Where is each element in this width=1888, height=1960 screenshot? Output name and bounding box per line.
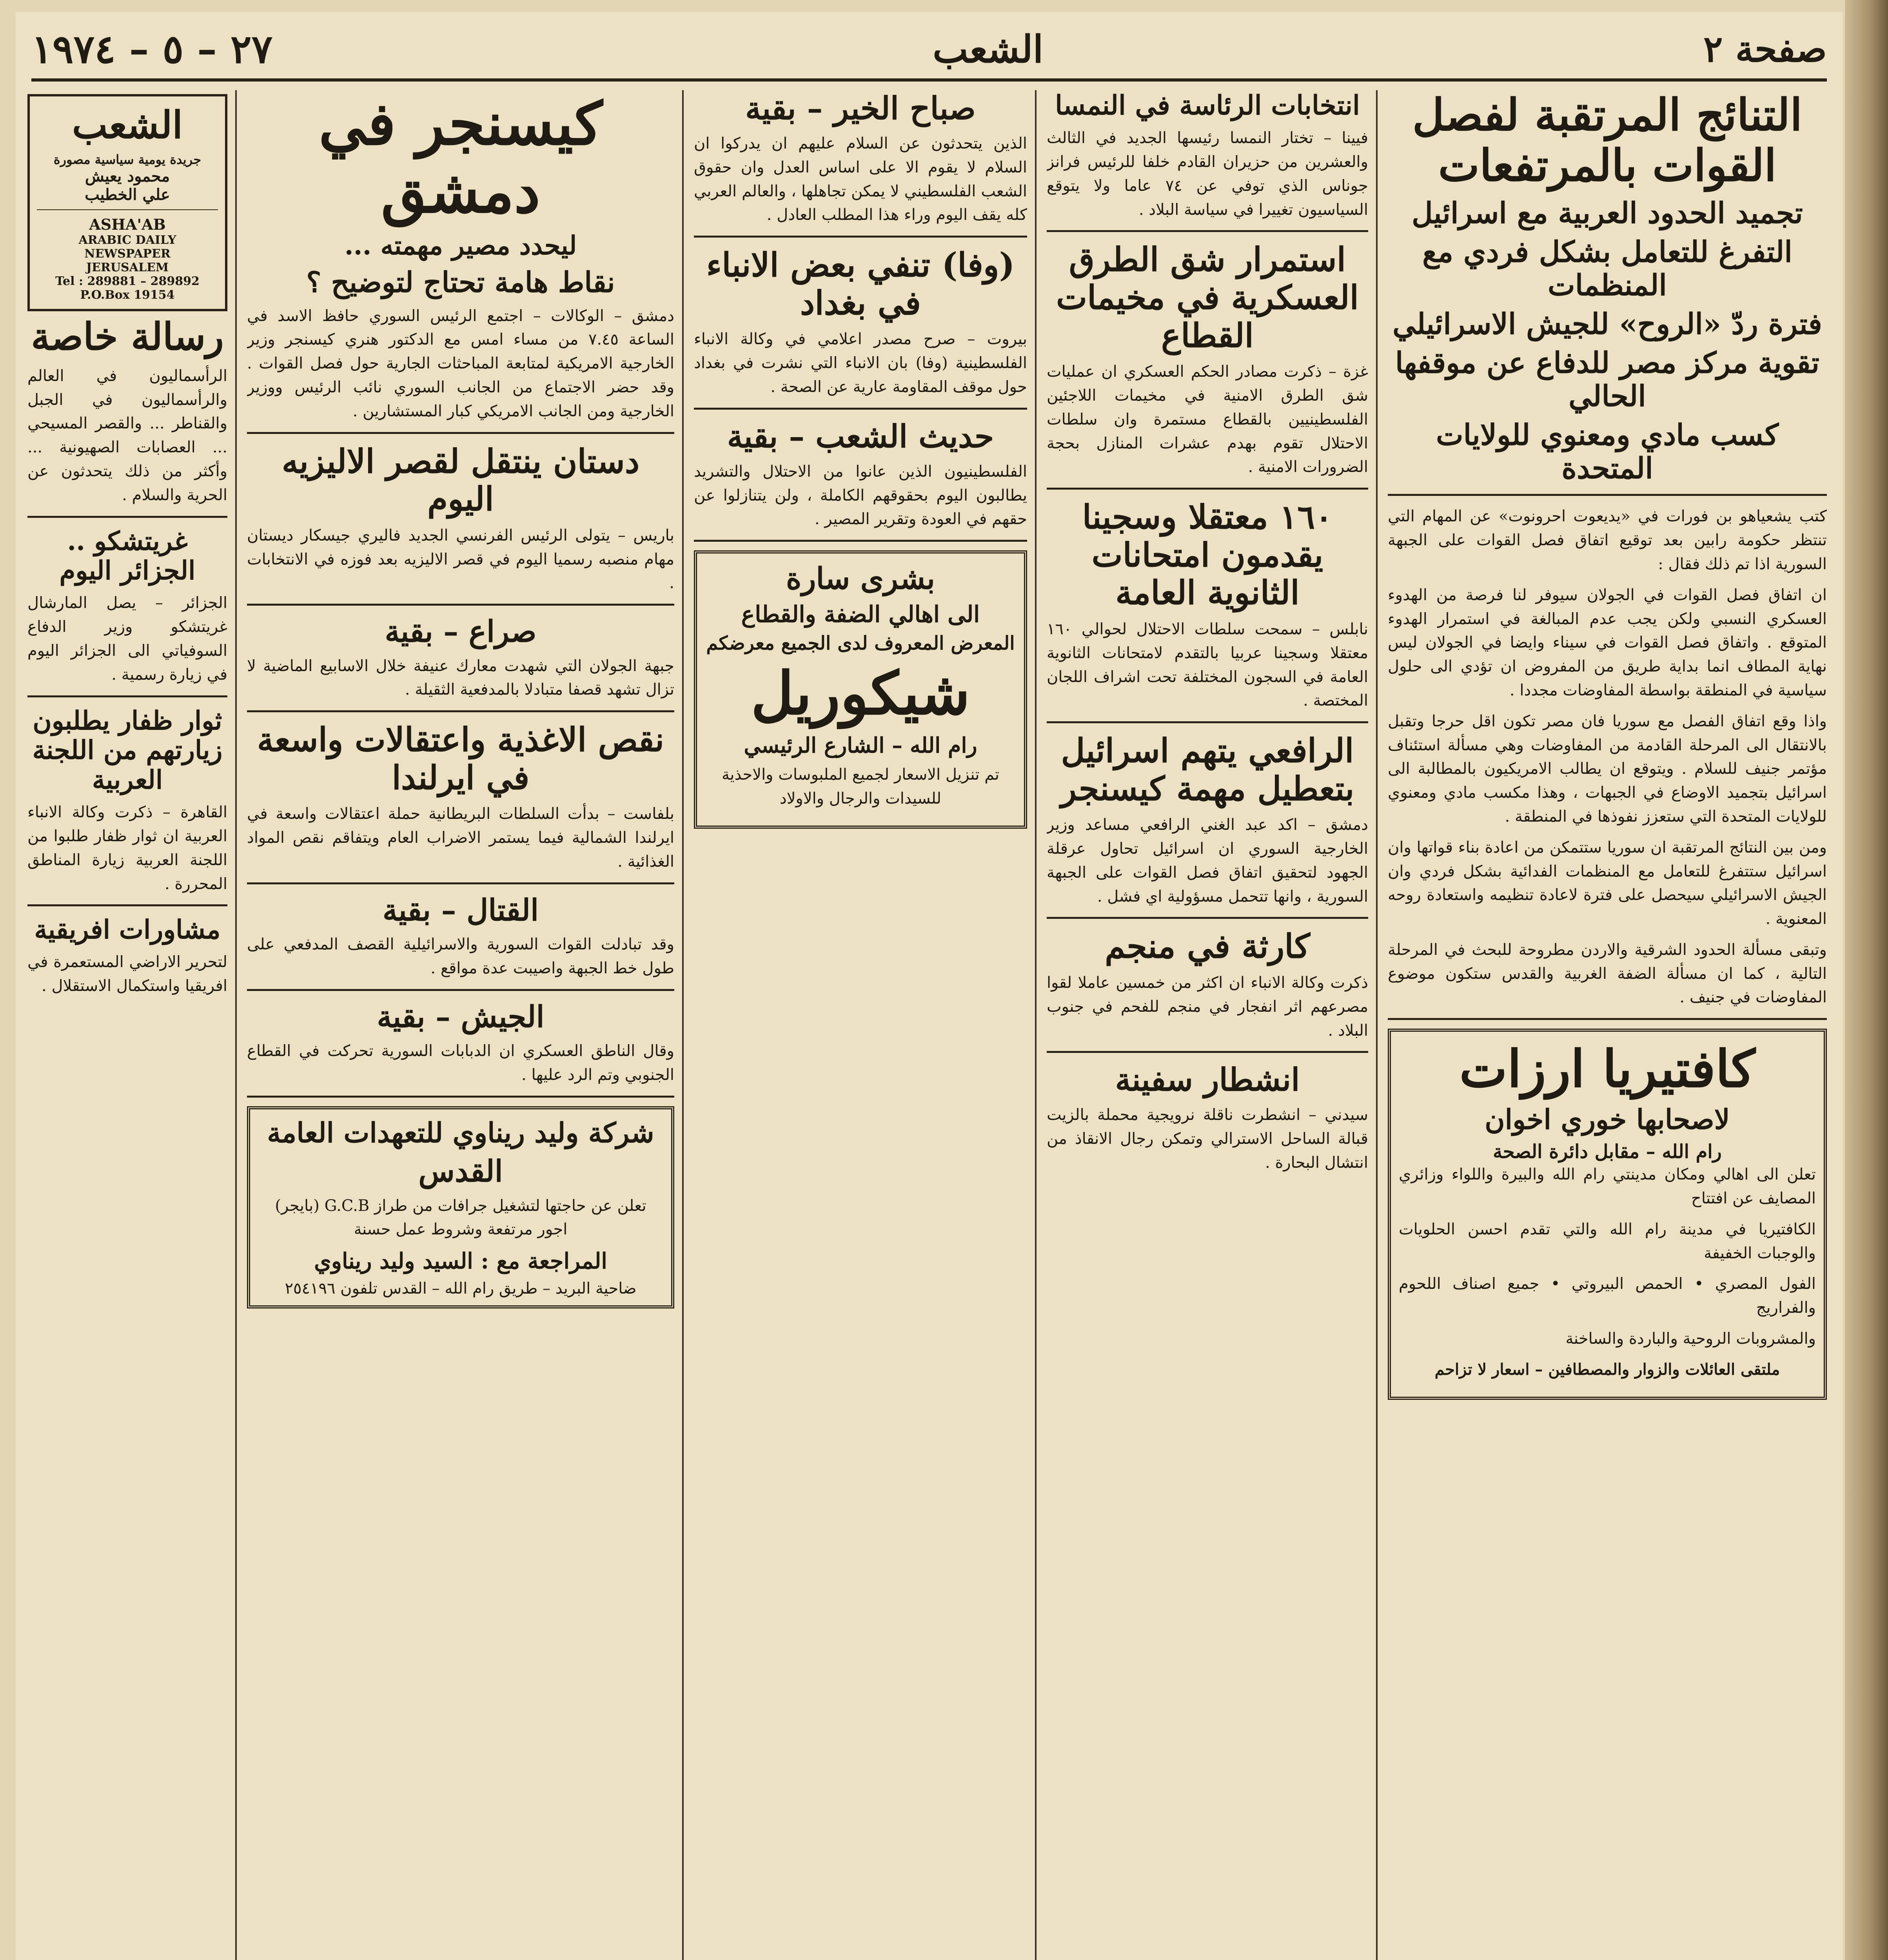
article-paragraph: فيينا – تختار النمسا رئيسها الجديد في الثالث والعشرين من حزيران القادم خلفا للرئيس فرانز جوناس الذي توفي عن ٧٤ عاما ولا يتوقع السياسيون تغييرا في سياسة البلاد . — [1047, 129, 1368, 219]
article-paragraph: لتحرير الاراضي المستعمرة في افريقيا واستكمال الاستقلال . — [27, 953, 227, 995]
ad-city: القدس — [418, 1154, 503, 1189]
story-headline: ١٦٠ معتقلا وسجينا يقدمون امتحانات الثانوية العامة — [1082, 497, 1333, 612]
story-headline: غريتشكو .. الجزائر اليوم — [59, 525, 196, 586]
cafeteria-ad — [1388, 1029, 1827, 1399]
article-paragraph: بلفاست – بدأت السلطات البريطانية حملة اعتقالات واسعة في ايرلندا الشمالية فيما يستمر الاضراب العام ويتفاقم نقص المواد الغذائية . — [247, 805, 674, 871]
story-headline: صراع – بقية — [385, 614, 537, 649]
divider — [694, 236, 1027, 238]
story-headline: ثوار ظفار يطلبون زيارتهم من اللجنة العربية — [32, 705, 223, 795]
binding-edge — [1845, 0, 1888, 1960]
lead-headline: كيسنجر في دمشق — [318, 90, 603, 226]
ad-address: ضاحية البريد – طريق رام الله – القدس تلفون ٢٥٤١٩٦ — [285, 1279, 637, 1298]
article-paragraph: غزة – ذكرت مصادر الحكم العسكري ان عمليات شق الطرق الامنية في مخيمات اللاجئين الفلسطينيين بالقطاع مستمرة وان سلطات الاحتلال تقوم بهدم عشرات المنازل بحجة الضرورات الامنية . — [1047, 363, 1368, 476]
telephone: Tel : 289881 – 289892 — [55, 274, 200, 289]
deck-line: التفرغ للتعامل بشكل فردي مع المنظمات — [1422, 235, 1792, 302]
story-headline: (وفا) تنفي بعض الانباء في بغداد — [706, 245, 1015, 322]
article-paragraph: ذكرت وكالة الانباء ان اكثر من خمسين عاملا لقوا مصرعهم اثر انفجار في منجم للفحم في جنوب البلاد . — [1047, 974, 1368, 1040]
article-paragraph: دمشق – اكد عبد الغني الرافعي مساعد وزير الخارجية السوري ان اسرائيل تحاول عرقلة الجهود لتحقيق اتفاق فصل القوات على الجبهة السورية ، وانها تتحمل مسؤولية اي فشل . — [1047, 816, 1368, 906]
story-headline: صباح الخير – بقية — [745, 90, 976, 127]
divider — [247, 882, 674, 884]
ad-heading: كافتيريا ارزات — [1459, 1039, 1755, 1099]
ad-line: الكافتيريا في مدينة رام الله والتي تقدم احسن الحلويات والوجبات الخفيفة — [1399, 1220, 1816, 1262]
article-paragraph: كتب يشعياهو بن فورات في «يديعوت احرونوت» عن المهام التي تنتظر حكومة رابين بعد توقيع اتفاق فصل القوات على الجبهة السورية اذا تم ذلك فقال : — [1388, 507, 1827, 573]
page-number: صفحة ٢ — [1703, 28, 1827, 70]
divider — [1047, 721, 1368, 723]
column-3 — [694, 90, 1027, 1960]
divider — [694, 408, 1027, 410]
article-paragraph: وقال الناطق العسكري ان الدبابات السورية تحركت في القطاع الجنوبي وتم الرد عليها . — [247, 1042, 674, 1084]
divider — [27, 516, 227, 518]
article-paragraph: ان اتفاق فصل القوات في الجولان سيوفر لنا فرصة من الهدوء العسكري النسبي ولكن يجب عدم المبالغة في استمرار الهدوء المتوقع . واتفاق فصل القوات في سيناء وايضا في الجولان ليس نهاية المطاف انما بداية طريق من المفروض ان تؤدي الى حلول سياسية في المنطقة بواسطة المفاوضات مجددا . — [1388, 586, 1827, 699]
issue-date: ٢٧ – ٥ – ١٩٧٤ — [31, 26, 273, 72]
article-paragraph: القاهرة – ذكرت وكالة الانباء العربية ان ثوار ظفار طلبوا من اللجنة العربية زيارة المناطق المحررة . — [27, 803, 227, 893]
article-paragraph: وتبقى مسألة الحدود الشرقية والاردن مطروحة للبحث في المرحلة التالية ، كما ان مسألة الضفة الغربية والقدس ستكون موضوع المفاوضات في جنيف . — [1388, 940, 1827, 1007]
divider — [694, 540, 1027, 542]
ad-line: والمشروبات الروحية والباردة والساخنة — [1565, 1330, 1816, 1348]
ad-contact: المراجعة مع : السيد وليد ريناوي — [314, 1248, 607, 1274]
ad-line: بشرى سارة — [786, 561, 935, 596]
divider — [27, 904, 227, 906]
ad-owners: لاصحابها خوري اخوان — [1485, 1103, 1730, 1136]
deck-line: كسب مادي ومعنوي للولايات المتحدة — [1436, 418, 1779, 486]
paper-logo: الشعب — [72, 103, 183, 147]
story-headline: انشطار سفينة — [1115, 1061, 1300, 1098]
contractor-ad — [247, 1106, 674, 1308]
deck-line: ليحدد مصير مهمته ... — [344, 230, 577, 261]
article-paragraph: باريس – يتولى الرئيس الفرنسي الجديد فاليري جيسكار ديستان مهام منصبه رسميا اليوم في قصر الاليزيه بعد فوزه في الانتخابات . — [247, 526, 674, 592]
article-paragraph: دمشق – الوكالات – اجتمع الرئيس السوري حافظ الاسد في الساعة ٧.٤٥ من مساء امس مع الدكتور هنري كيسنجر وزير الخارجية الامريكية لمتابعة المباحثات الجارية حول فصل القوات . وقد حضر الاجتماع من الجانب السوري نائب الرئيس ووزير الخارجية ومن الجانب الامريكي كبار المستشارين . — [247, 307, 674, 420]
column-1 — [1388, 90, 1827, 1960]
deck-line: تجميد الحدود العربية مع اسرائيل — [1412, 196, 1803, 230]
paper-name: الشعب — [933, 27, 1044, 71]
story-headline: كارثة في منجم — [1105, 927, 1310, 966]
divider — [1047, 917, 1368, 919]
ad-address: رام الله – الشارع الرئيسي — [744, 732, 977, 758]
ad-company: شركة وليد ريناوي للتعهدات العامة — [267, 1116, 654, 1149]
section-title: رسالة خاصة — [31, 314, 224, 359]
article-paragraph: سيدني – انشطرت ناقلة نرويجية محملة بالزيت قبالة الساحل الاسترالي وتمكن رجال الانقاذ من انتشال البحارة . — [1047, 1106, 1368, 1172]
ad-line: الى اهالي الضفة والقطاع — [741, 601, 980, 628]
story-headline: استمرار شق الطرق العسكرية في مخيمات القطاع — [1056, 240, 1359, 355]
column-4 — [247, 90, 674, 1960]
paper-tagline: جريدة يومية سياسية مصورة — [53, 152, 202, 167]
story-headline: حديث الشعب – بقية — [727, 417, 994, 455]
divider — [247, 710, 674, 712]
divider — [1047, 488, 1368, 490]
owner-name: محمود يعيش — [85, 167, 170, 186]
article-paragraph: جبهة الجولان التي شهدت معارك عنيفة خلال الاسابيع الماضية لا تزال تشهد قصفا متبادلا بالمدفعية الثقيلة . — [247, 657, 674, 699]
story-headline: مشاورات افريقية — [34, 914, 221, 945]
story-headline: انتخابات الرئاسة في النمسا — [1055, 90, 1360, 121]
ad-line: المعرض المعروف لدى الجميع معرضكم — [706, 632, 1015, 655]
ad-line: ملتقى العائلات والزوار والمصطافين – اسعار لا تزاحم — [1434, 1360, 1780, 1379]
column-rule — [235, 90, 237, 1960]
divider — [1388, 494, 1827, 496]
story-headline: نقص الاغذية واعتقالات واسعة في ايرلندا — [257, 720, 664, 797]
story-headline: الجيش – بقية — [377, 999, 545, 1034]
ad-brand: شيكوريل — [751, 659, 970, 728]
article-paragraph: نابلس – سمحت سلطات الاحتلال لحوالي ١٦٠ معتقلا وسجينا عربيا بالتقدم لامتحانات الثانوية العامة في السجون المختلفة تحت اشراف اللجان المختصة . — [1047, 620, 1368, 710]
running-header — [31, 20, 1827, 82]
deck-line: نقاط هامة تحتاج لتوضيح ؟ — [306, 265, 615, 299]
article-paragraph: وقد تبادلت القوات السورية والاسرائيلية القصف المدفعي على طول خط الجبهة واصيبت عدة مواقع . — [247, 935, 674, 977]
newspaper-page — [16, 12, 1843, 1960]
paper-desc-en: ARABIC DAILY NEWSPAPER — [78, 233, 176, 261]
article-paragraph: ومن بين النتائج المرتقبة ان سوريا ستتمكن من اعادة بناء قواتها وان اسرائيل ستتفرغ للتعامل مع المنظمات الفدائية بشكل فردي وان الجيش الاسرائيلي سيحصل على فترة لاعادة تنظيمه واستعادة روحه المعنوية . — [1388, 838, 1827, 928]
story-headline: القتال – بقية — [382, 892, 539, 927]
divider — [247, 989, 674, 991]
divider — [1047, 230, 1368, 232]
ad-text: تعلن عن حاجتها لتشغيل جرافات من طراز G.C.B (بايجر) اجور مرتفعة وشروط عمل حسنة — [275, 1196, 646, 1239]
paper-name-en: ASHA'AB — [89, 216, 166, 234]
divider — [37, 209, 218, 210]
divider — [247, 432, 674, 434]
ad-address: رام الله – مقابل دائرة الصحة — [1493, 1141, 1722, 1163]
article-paragraph: الرأسماليون في العالم والرأسماليون في الجبل والقناطر ... والقصر المسيحي ... العصابات الصهيونية ... وأكثر من ذلك يتحدثون عن الحرية والسلام . — [27, 367, 227, 504]
story-headline: دستان ينتقل لقصر الاليزيه اليوم — [281, 441, 640, 519]
column-5 — [27, 90, 227, 1960]
article-paragraph: بيروت – صرح مصدر اعلامي في وكالة الانباء الفلسطينية (وفا) بان الانباء التي نشرت في بغداد حول موقف المقاومة عارية عن الصحة . — [694, 330, 1027, 396]
divider — [247, 1096, 674, 1098]
article-paragraph: الذين يتحدثون عن السلام عليهم ان يدركوا ان السلام لا يقوم الا على اساس العدل وان حقوق الشعب الفلسطيني لا يمكن تجاهلها ، والعالم العربي كله يقف اليوم وراء هذا المطلب العادل . — [694, 134, 1027, 224]
story-headline: الرافعي يتهم اسرائيل بتعطيل مهمة كيسنجر — [1060, 731, 1354, 808]
article-paragraph: الفلسطينيون الذين عانوا من الاحتلال والتشريد يطالبون اليوم بحقوقهم الكاملة ، ولن يتنازلوا عن حقهم في العودة وتقرير المصير . — [694, 462, 1027, 528]
column-rule — [1035, 90, 1037, 1960]
divider — [1388, 1018, 1827, 1020]
main-headline: التنائج المرتقبة لفصل القوات بالمرتفعات — [1412, 90, 1803, 191]
column-2 — [1047, 90, 1368, 1960]
masthead-box — [27, 94, 227, 311]
ad-line: تعلن الى اهالي ومكان مدينتي رام الله والبيرة واللواء وزائري المصايف عن افتتاح — [1399, 1165, 1816, 1208]
divider — [1047, 1051, 1368, 1053]
article-paragraph: واذا وقع اتفاق الفصل مع سوريا فان مصر تكون اقل حرجا وتقبل بالانتقال الى المرحلة القادمة من المفاوضات وهي مسألة استئناف مؤتمر جنيف للسلام . ويتوقع ان يطالب الامريكيون بالمطالبة الى اسرائيل بتجميد الاوضاع في الجبهات ، وهذا مكسب مادي ومعنوي للولايات المتحدة التي ستعزز نفوذها في المنطقة . — [1388, 712, 1827, 826]
ad-line: الفول المصري • الحمص البيروتي • جميع اصناف اللحوم والفراريج — [1399, 1275, 1816, 1317]
editor-name: علي الخطيب — [85, 185, 170, 204]
ad-note: تم تنزيل الاسعار لجميع الملبوسات والاحذية للسيدات والرجال والاولاد — [721, 766, 1000, 808]
deck-line: تقوية مركز مصر للدفاع عن موقفها الحالي — [1395, 346, 1820, 414]
po-box: P.O.Box 19154 — [80, 288, 175, 302]
city-en: JERUSALEM — [86, 261, 169, 275]
divider — [27, 695, 227, 697]
article-paragraph: الجزائر – يصل المارشال غريتشكو وزير الدفاع السوفياتي الى الجزائر اليوم في زيارة رسمية . — [27, 594, 227, 684]
store-ad — [694, 550, 1027, 828]
deck-line: فترة ردّ «الروح» للجيش الاسرائيلي — [1392, 307, 1822, 341]
column-rule — [1376, 90, 1378, 1960]
column-rule — [682, 90, 684, 1960]
divider — [247, 604, 674, 606]
